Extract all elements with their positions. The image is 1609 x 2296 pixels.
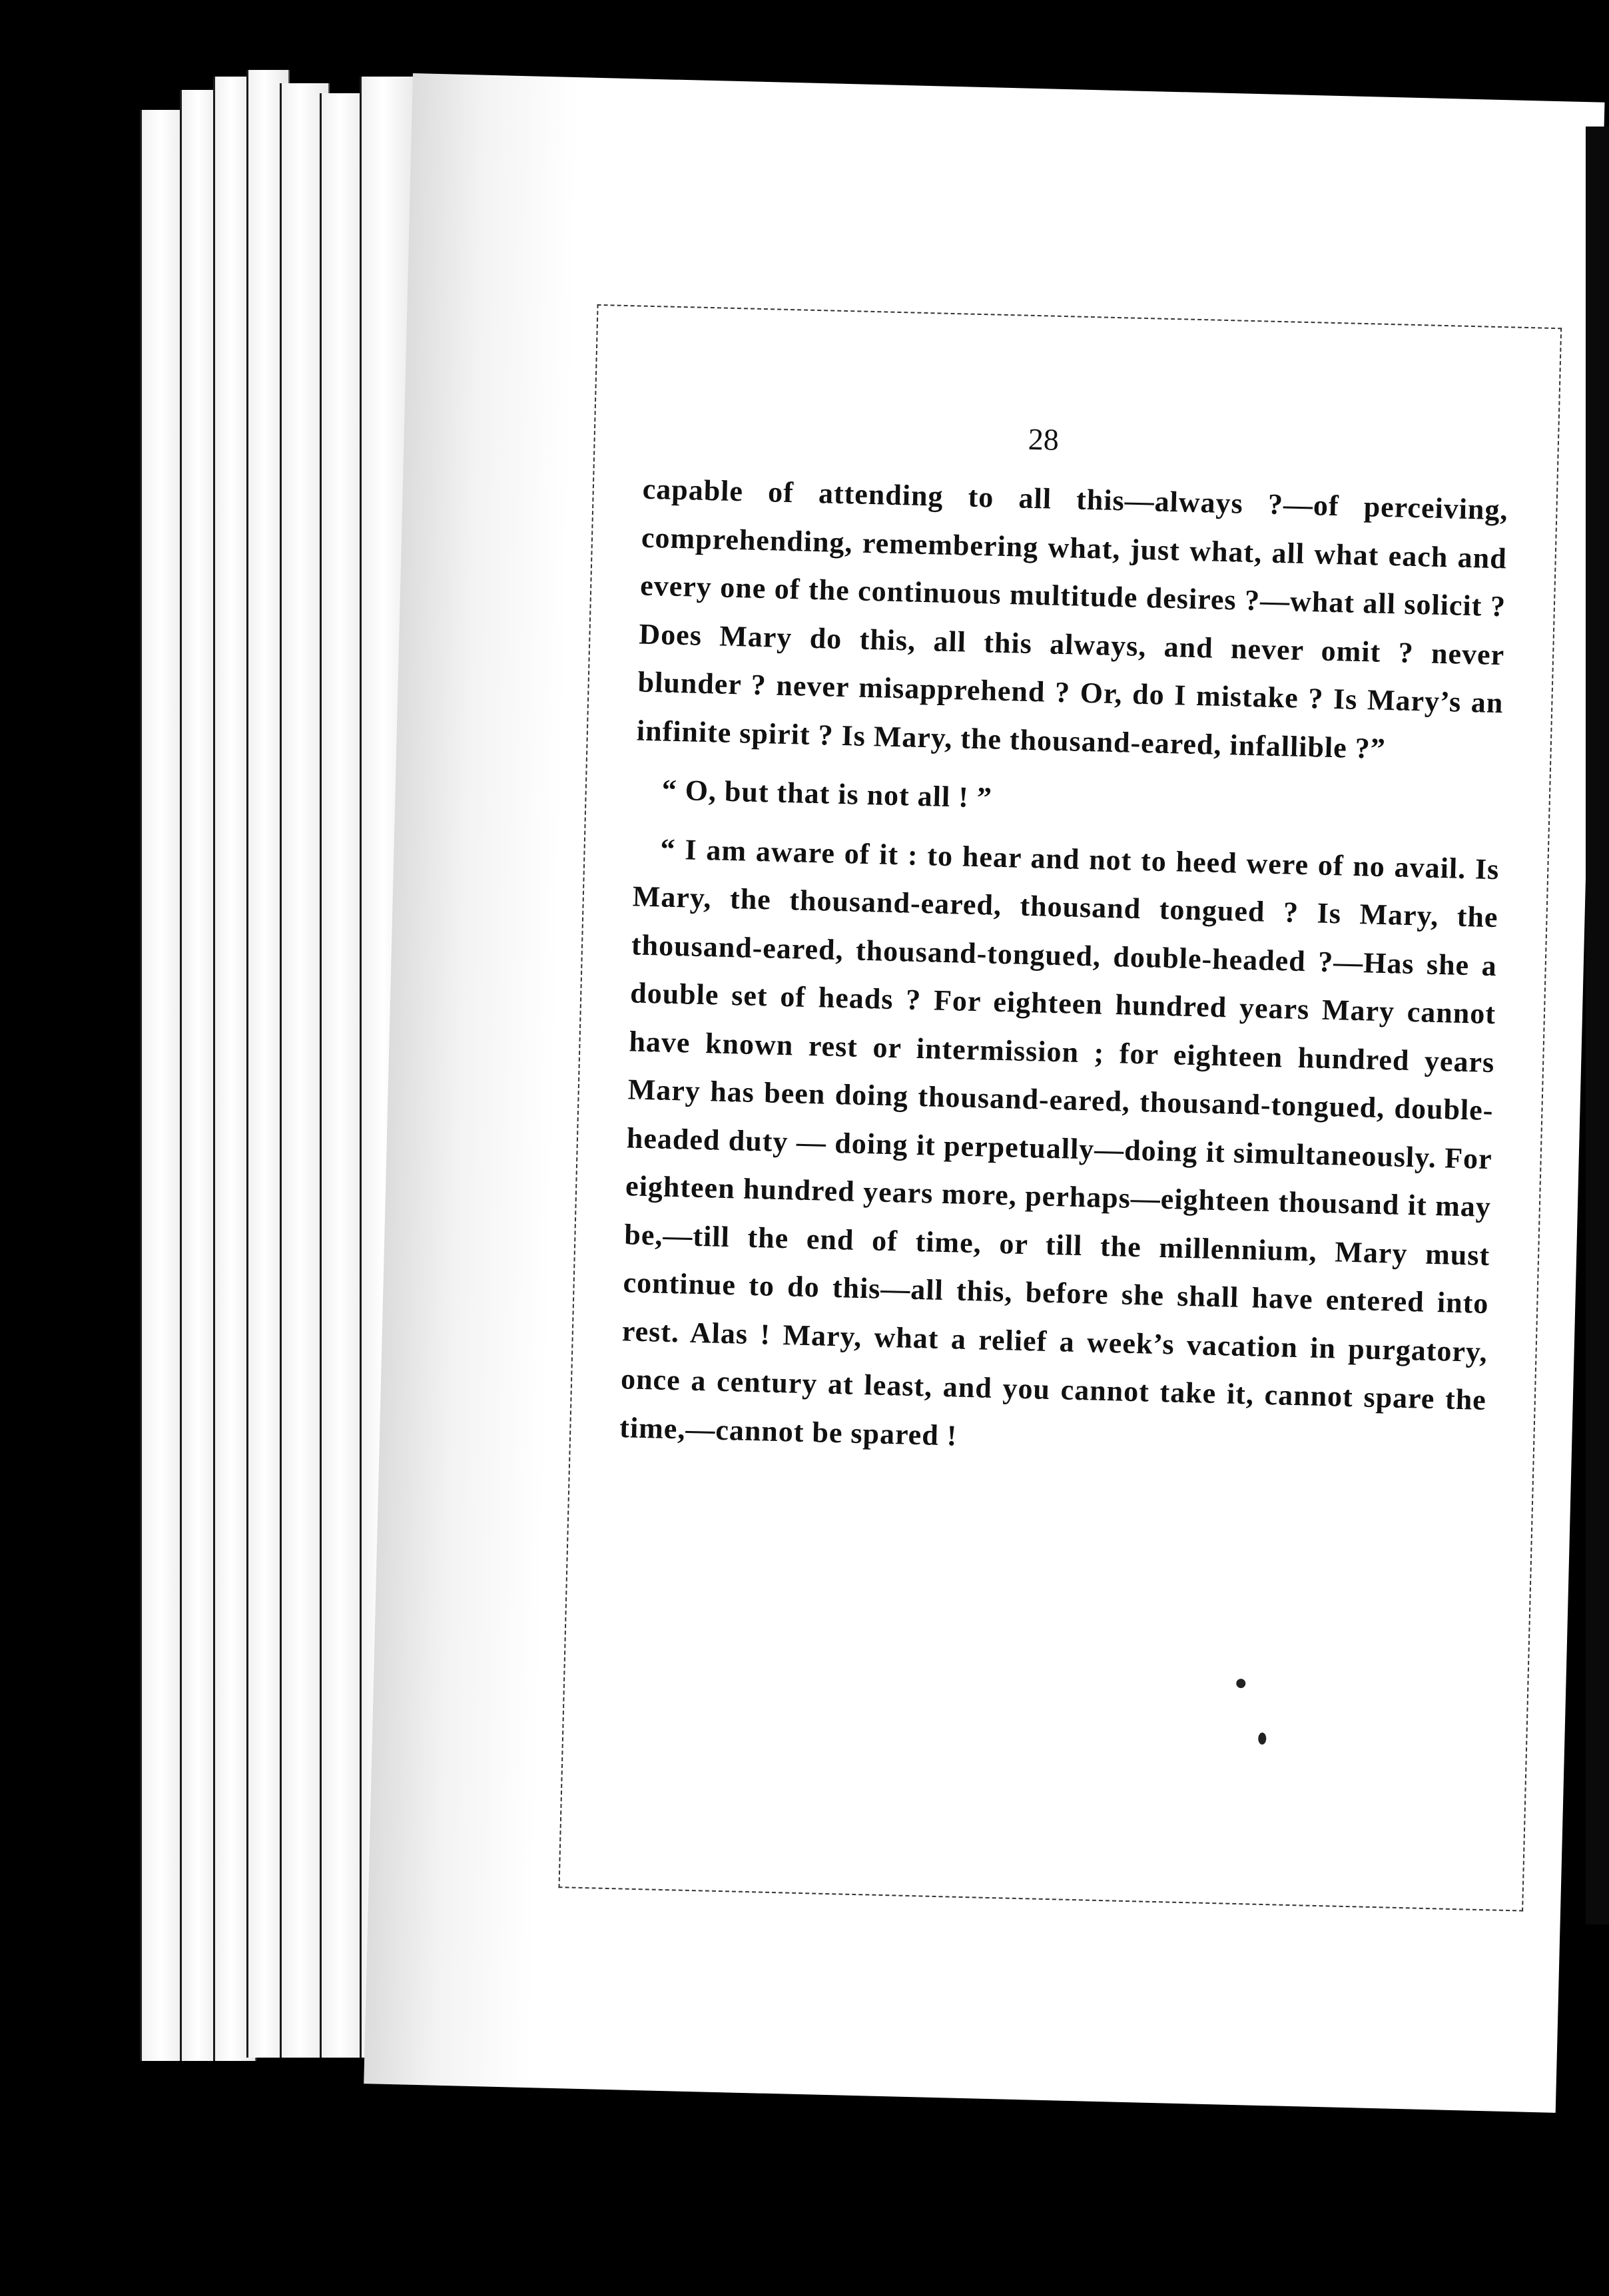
paragraph: capable of attending to all this—always ?—of perceiving, comprehending, remembering what, just what, all what each and every one of the continuous multitude desires ?—what all solicit ? Does Mary do this, all this always, and never omit ? never blunder ? never misapprehend ? Or, do I mistake ? Is Mary’s an infinite spirit ? Is Mary, the thousand-eared, infallible ?” [636,472,1509,765]
paragraph: “ I am aware of it : to hear and not to heed were of no avail. Is Mary, the thousand-eared, thousand tongued ? Is Mary, the thousand-eared, thousand-tongued, double-headed ?—Has she a double set of heads ? For eighteen hundred years Mary cannot have known rest or intermission ; for eighteen hundred years Mary has been doing thousand-eared, thousand-tongued, double-headed duty — doing it perpetually—doing it simultaneously. For eighteen hundred years more, perhaps—eighteen thousand it may be,—till the end of time, or till the millennium, Mary must continue to do this—all this, before she shall have entered into rest. Alas ! Mary, what a relief a week’s vacation in purgatory, once a century at least, and you cannot take it, cannot spare the time,—cannot be spared ! [619,832,1500,1452]
paragraph: “ O, but that is not all ! ” [661,773,993,814]
page-right-shadow [1586,127,1609,1924]
page-number: 28 [1028,422,1060,457]
book-page [364,73,1604,2113]
body-text [619,465,1508,1484]
